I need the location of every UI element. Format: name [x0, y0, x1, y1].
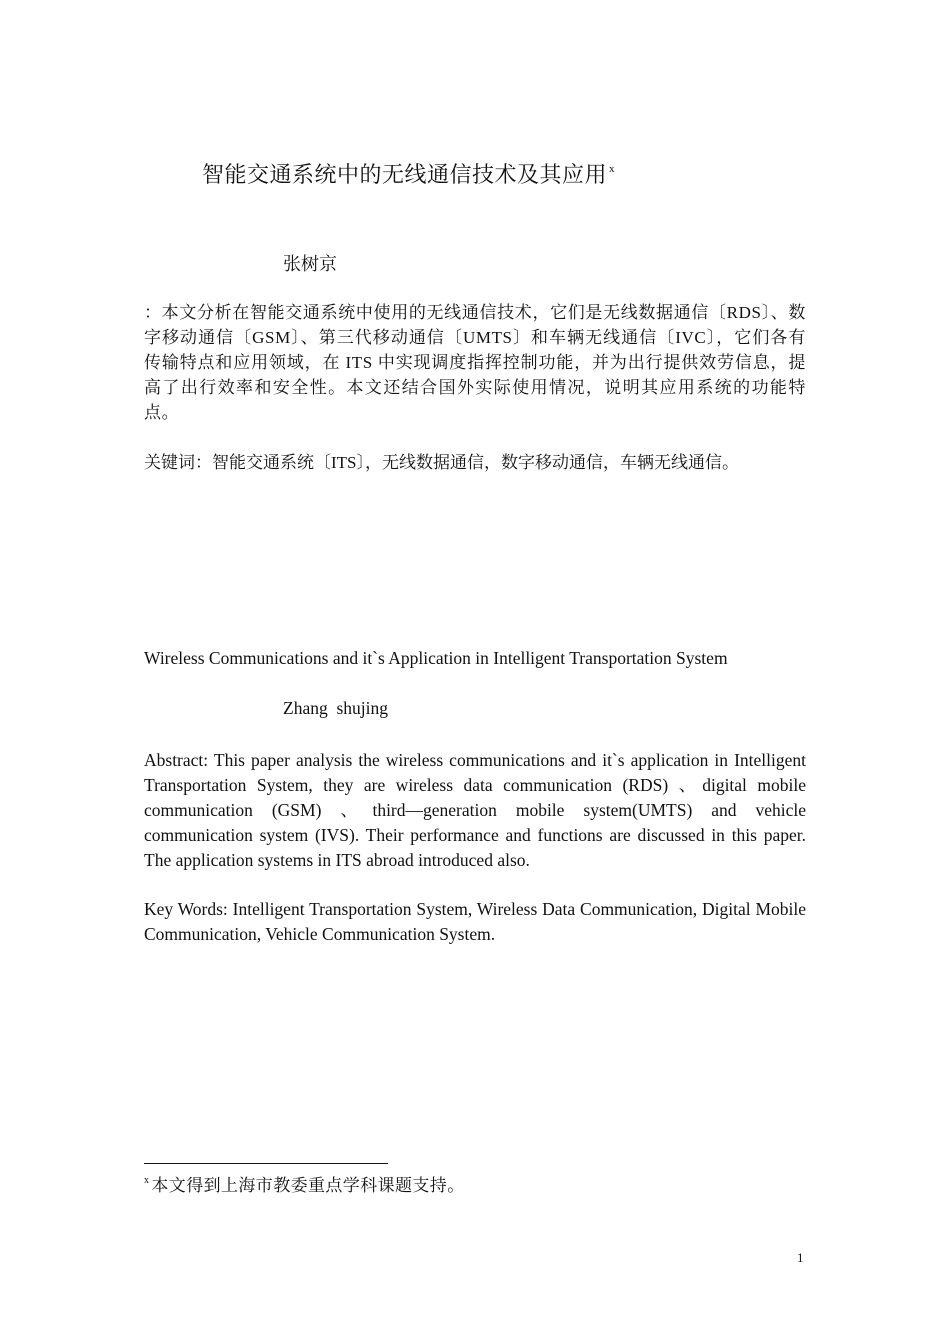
- footnote-text: 本文得到上海市教委重点学科课题支持。: [151, 1176, 465, 1195]
- title-footnote-mark: x: [609, 163, 616, 175]
- footnote-mark: x: [144, 1175, 150, 1186]
- footnote-separator: [144, 1163, 388, 1164]
- abstract-chinese: ：本文分析在智能交通系统中使用的无线通信技术，它们是无线数据通信〔RDS〕、数字移动通信〔GSM〕、第三代移动通信〔UMTS〕和车辆无线通信〔IVC〕，它们各有传输特点和应用领域，在 ITS 中实现调度指挥控制功能，并为出行提供效劳信息，提高了出行效率和安全性。本文还结合国外实际使用情况，说明其应用系统的功能特点。: [144, 303, 806, 422]
- abstract-english: Abstract: This paper analysis the wireless communications and it`s application in Intelligent Transportation System, they are wireless data communication (RDS) 、digital mobile communication (GSM) 、third—generation mobile system(UMTS) and vehicle communication system (IVS). Their performance and functions are discussed in this paper. The application systems in ITS abroad introduced also.: [144, 750, 806, 870]
- page-number: 1: [797, 1250, 804, 1265]
- title-english: Wireless Communications and it`s Application in Intelligent Transportation System: [144, 648, 728, 668]
- title-chinese: [202, 158, 615, 189]
- keywords-english: Key Words: Intelligent Transportation System, Wireless Data Communication, Digital Mobile Communication, Vehicle Communication System.: [144, 899, 806, 944]
- author-english: Zhang shujing: [283, 698, 388, 718]
- footnote: [144, 1171, 465, 1196]
- keywords-chinese: 关键词：智能交通系统〔ITS〕，无线数据通信，数字移动通信，车辆无线通信。: [144, 453, 739, 472]
- title-chinese-text: 智能交通系统中的无线通信技术及其应用: [202, 162, 608, 187]
- author-chinese: 张树京: [283, 254, 337, 274]
